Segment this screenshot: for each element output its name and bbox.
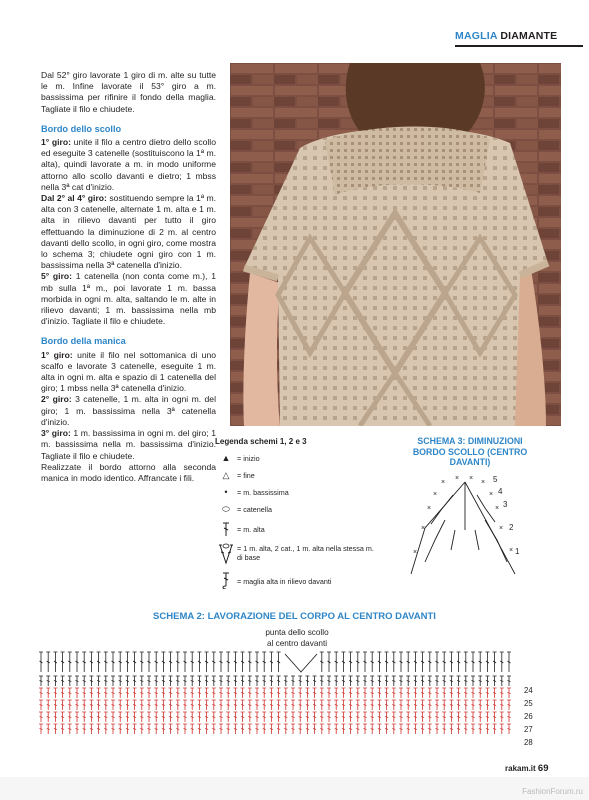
svg-text:×: × (489, 491, 494, 498)
legend-row (215, 504, 375, 521)
schema2-row-label: 27 (524, 725, 533, 734)
schema3-row-label: 1 (515, 547, 520, 556)
legend-row (215, 470, 375, 487)
round-text: unite il filo a centro dietro dello scollo ed eseguite 3 catenelle (sostituiscono la 1ª m. alta), quindi lavorate a m. in modo uniforme attorno allo scollo davanti e dietro; 1 mbss nella 3ª cat d'inizio. (41, 137, 216, 192)
svg-text:×: × (509, 547, 514, 554)
front-post-icon (218, 571, 234, 591)
legend-text: = m. alta (237, 525, 265, 534)
neck-round-5 (41, 271, 216, 327)
neck-round-1 (41, 137, 216, 193)
dot-icon: • (224, 487, 228, 497)
legend (215, 437, 375, 593)
schema3-diagram (405, 470, 525, 590)
header-category: MAGLIA (455, 30, 501, 42)
page-number: 69 (537, 763, 549, 774)
outro-paragraph: Realizzate il bordo attorno alla seconda manica in modo identico. Affrancate i fili. (41, 461, 216, 483)
schema2-title: SCHEMA 2: LAVORAZIONE DEL CORPO AL CENTRO DAVANTI (153, 611, 436, 622)
schema3-row-label: 4 (498, 487, 503, 496)
legend-title: Legenda schemi 1, 2 e 3 (215, 437, 307, 446)
schema3-row-label: 3 (503, 500, 508, 509)
svg-text:×: × (481, 479, 486, 486)
legend-text: = 1 m. alta, 2 cat., 1 m. alta nella stessa m. di base (237, 544, 374, 562)
schema2-diagram (35, 650, 525, 742)
svg-text:×: × (499, 525, 504, 532)
svg-text:×: × (433, 491, 438, 498)
svg-text:×: × (441, 479, 446, 486)
round-label: Dal 2° al 4° giro: (41, 193, 107, 204)
schema2-row-label: 24 (524, 686, 533, 695)
schema2-row-label: 28 (524, 738, 533, 747)
sleeve-border-heading: Bordo della manica (41, 336, 126, 347)
oval-icon: ⬭ (222, 504, 230, 514)
round-label: 3° giro: (41, 428, 71, 439)
round-text: 1 m. bassissima in ogni m. del giro; 1 m. bassissima nella m. bassissima d'inizio. Tagliate il filo e chiudete. (41, 428, 217, 461)
schema3-title: SCHEMA 3: DIMINUZIONI BORDO SCOLLO (CENTRO DAVANTI) (412, 436, 528, 467)
round-text: 1 catenella (non conta come m.), 1 mb sulla 1ª m., poi lavorate 1 m. bassa morbida in ogni m. alta, saltando le m. alte in rilievo davanti; 1 m. bassissima nella mb d'inizio. Tagliate il filo e chiudete. (41, 271, 216, 327)
svg-text:×: × (413, 549, 418, 556)
round-label: 2° giro: (41, 394, 72, 405)
watermark: FashionForum.ru (522, 787, 583, 796)
sleeve-round-1 (41, 350, 216, 395)
round-label: 1° giro: (41, 349, 73, 360)
legend-text: = m. bassissima (237, 488, 289, 497)
schema2-row-label: 26 (524, 712, 533, 721)
svg-text:×: × (495, 505, 500, 512)
round-label: 5° giro: (41, 271, 73, 282)
legend-row (215, 521, 375, 543)
svg-text:×: × (427, 505, 432, 512)
page-footer (505, 763, 549, 774)
round-text: sostituendo sempre la 1ª m. alta con 3 catenelle, alternate 1 m. alta e 1 m. alta in rilievo davanti per tutto il giro effettuando la diminuzione di 2 m. al centro davanti dello scollo, in ogni giro, come mostra lo schema 3; chiudete ogni giro con 1 m. bassissima nella 3ª catenella d'inizio. (41, 193, 216, 271)
legend-row (215, 571, 375, 593)
svg-text:×: × (469, 475, 474, 482)
legend-text: = catenella (237, 505, 272, 514)
garment-illustration (230, 63, 561, 426)
sleeve-round-2 (41, 394, 216, 428)
intro-paragraph: Dal 52° giro lavorate 1 giro di m. alte su tutte le m. Infine lavorate il 53° giro a m. bassissima per rifinire il fondo della maglia. Tagliate il filo e chiudete. (41, 70, 216, 114)
legend-text: = fine (237, 471, 255, 480)
legend-row (215, 453, 375, 470)
legend-row (215, 487, 375, 504)
garment-photo (230, 63, 561, 426)
schema3-row-label: 5 (493, 475, 498, 484)
neck-round-2-4 (41, 193, 216, 271)
filled-triangle-icon: ▲ (221, 453, 231, 463)
legend-text: = inizio (237, 454, 260, 463)
header-rule (455, 45, 583, 47)
neckline-point-label: punta dello scollo al centro davanti (265, 628, 329, 648)
double-crochet-icon (218, 521, 234, 539)
round-label: 1° giro: (41, 137, 71, 148)
legend-text: = maglia alta in rilievo davanti (237, 577, 332, 586)
neck-border-heading: Bordo dello scollo (41, 123, 122, 134)
round-text: 3 catenelle, 1 m. alta in ogni m. del giro; 1 m. bassissima nella 3ª catenella d'inizio. (41, 394, 216, 427)
instructions-column (41, 70, 216, 484)
running-header (455, 30, 557, 42)
svg-text:×: × (455, 475, 460, 482)
legend-row (215, 543, 375, 571)
outline-triangle-icon: △ (222, 470, 230, 480)
footer-bar (0, 777, 589, 800)
v-stitch-icon (218, 543, 234, 567)
schema2-row-label: 25 (524, 699, 533, 708)
sleeve-round-3 (41, 428, 216, 462)
header-title: DIAMANTE (500, 30, 558, 42)
svg-text:×: × (421, 525, 426, 532)
schema3-row-label: 2 (509, 523, 514, 532)
footer-site: rakam.it (505, 764, 536, 773)
round-text: unite il filo nel sottomanica di uno scalfo e lavorate 3 catenelle, eseguite 1 m. alta in ogni m. alta e spazio di 1 catenella del giro; 1 mbss nella 3ª catenella d'inizio. (41, 349, 217, 394)
